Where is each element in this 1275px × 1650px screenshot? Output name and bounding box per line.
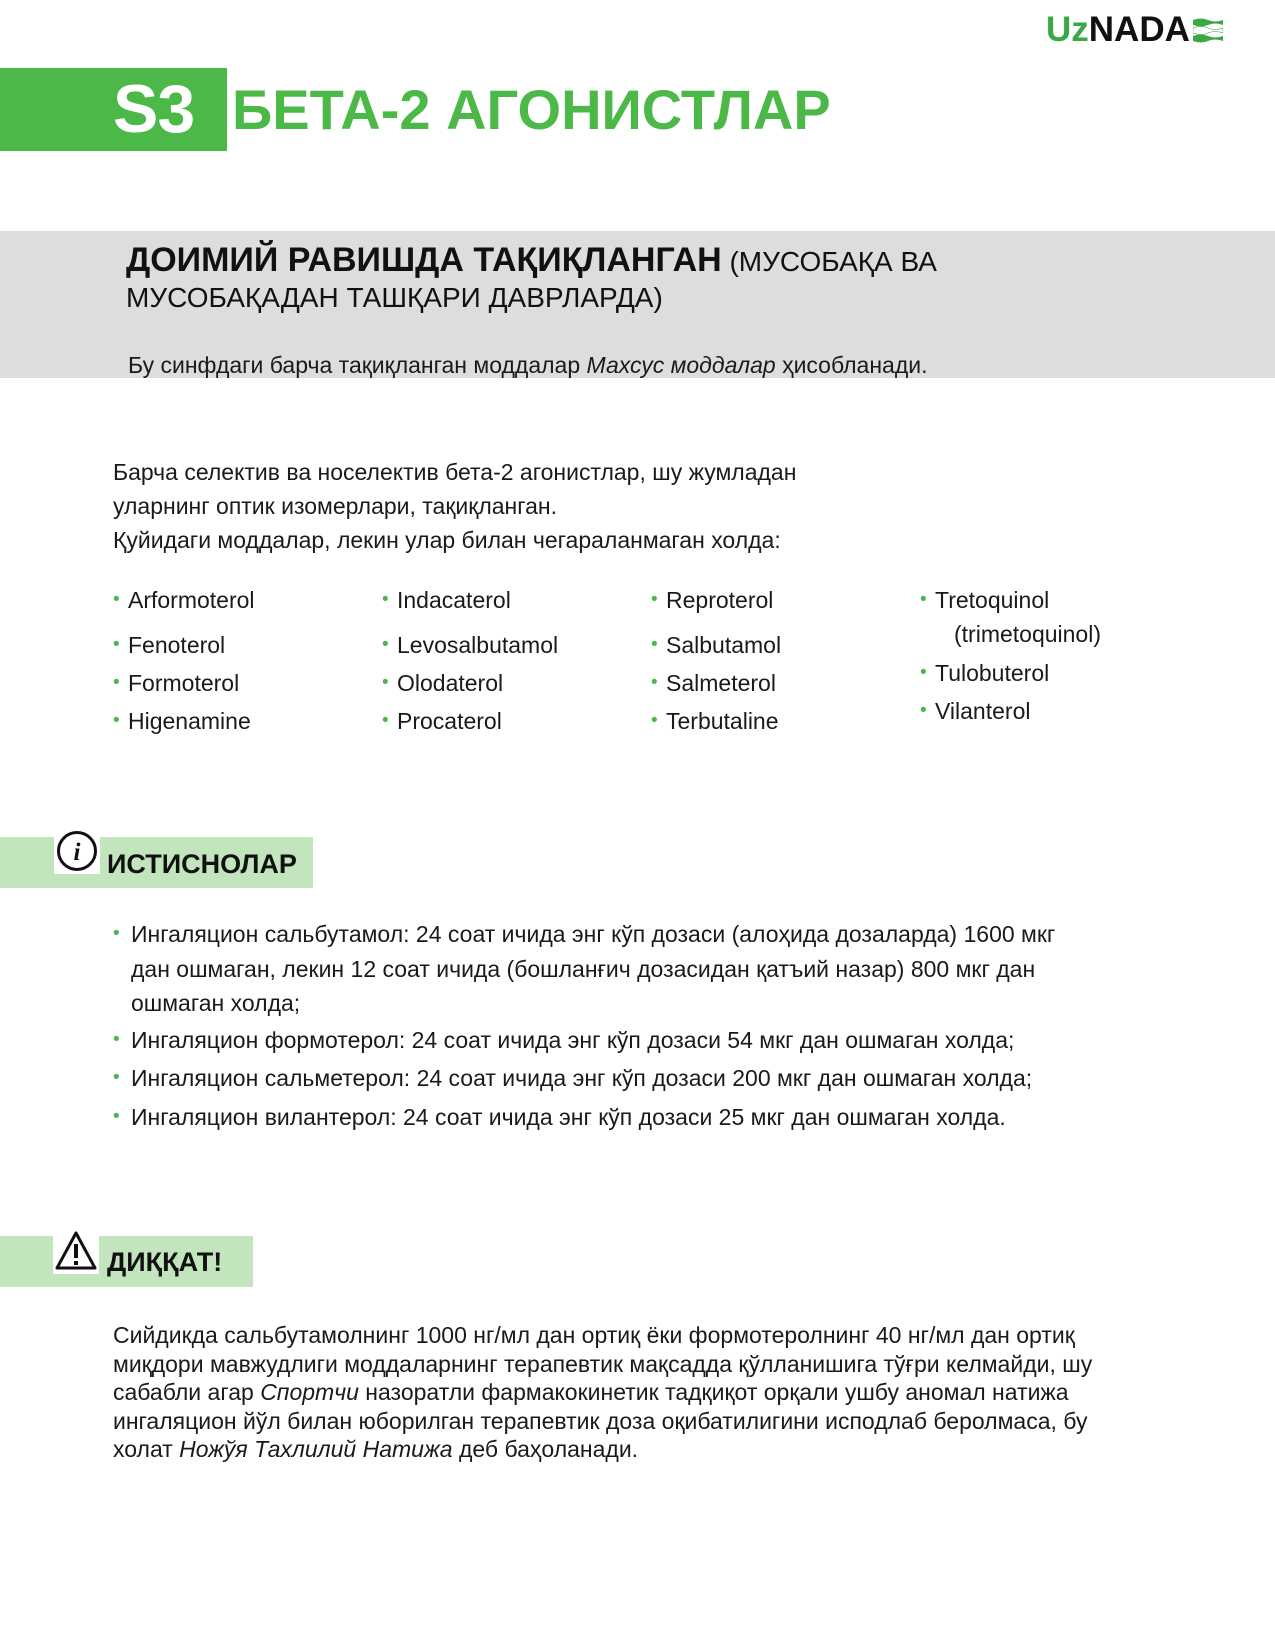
substance-column-2	[382, 583, 558, 740]
substance-item: • Levosalbutamol	[382, 626, 558, 664]
caution-line: миқдори мавжудлиги моддаларнинг терапевтик мақсадда қўлланишига тўғри келмайди, шу	[113, 1350, 1093, 1377]
prohibited-status-rest-2: МУСОБАҚАДАН ТАШҚАРИ ДАВРЛАРДА)	[126, 282, 663, 313]
svg-text:i: i	[73, 839, 81, 866]
substance-item: • Vilanterol	[920, 692, 1101, 730]
caution-paragraph	[113, 1321, 1193, 1464]
uznada-logo	[1046, 12, 1223, 48]
caution-text: холат	[113, 1436, 180, 1462]
logo-nada-text: NADA	[1088, 10, 1190, 49]
exceptions-list	[113, 917, 1153, 1136]
substance-item	[920, 583, 1101, 651]
note-text-before: Бу синфдаги барча тақиқланган моддалар	[128, 352, 587, 378]
prohibited-status	[126, 242, 1106, 316]
substance-item: • Terbutaline	[651, 702, 781, 740]
substance-item: • Olodaterol	[382, 664, 558, 702]
exception-line: • Ингаляцион сальбутамол: 24 соат ичида энг кўп дозаси (алоҳида дозаларда) 1600 мкг	[131, 921, 1056, 947]
page-title: БЕТА-2 АГОНИСТЛАР	[232, 78, 831, 141]
logo-flag-icon	[1193, 17, 1223, 43]
substance-item: • Procaterol	[382, 702, 558, 740]
caution-line: ингаляцион йўл билан юборилган терапевтик доза оқибатилигини исподлаб беролмаса, бу	[113, 1407, 1088, 1434]
info-icon	[54, 828, 100, 874]
substance-item: • Higenamine	[113, 702, 255, 740]
note-text-italic: Махсус моддалар	[586, 352, 776, 378]
exception-item	[113, 917, 1153, 1021]
substance-item: • Indacaterol	[382, 583, 558, 617]
exception-item: • Ингаляцион вилантерол: 24 соат ичида энг кўп дозаси 25 мкг дан ошмаган холда.	[113, 1098, 1153, 1137]
class-code: S3	[113, 71, 195, 147]
exception-line: ошмаган холда;	[131, 990, 301, 1016]
substance-item: • Formoterol	[113, 664, 255, 702]
substance-item: • Salmeterol	[651, 664, 781, 702]
exception-item: • Ингаляцион сальметерол: 24 соат ичида энг кўп дозаси 200 мкг дан ошмаган холда;	[113, 1059, 1153, 1098]
logo-uz-text: Uz	[1046, 10, 1089, 49]
warning-icon	[53, 1228, 99, 1274]
caution-line	[113, 1378, 1193, 1407]
substance-item: • Fenoterol	[113, 626, 255, 664]
prohibited-status-rest-1: (МУСОБАҚА ВА	[729, 246, 937, 277]
substance-name: Tretoquinol	[935, 587, 1050, 613]
caution-heading: ДИҚҚАТ!	[107, 1247, 223, 1277]
info-icon-graphic	[56, 830, 98, 872]
substance-alt-name: (trimetoquinol)	[954, 621, 1101, 647]
prohibited-status-bold: ДОИМИЙ РАВИШДА ТАҚИҚЛАНГАН	[126, 241, 722, 279]
intro-line: Қуйидаги моддалар, лекин улар билан чегараланмаган холда:	[113, 527, 781, 553]
caution-line: Сийдикда сальбутамолнинг 1000 нг/мл дан ортиқ ёки формотеролнинг 40 нг/мл дан ортиқ	[113, 1322, 1075, 1348]
specified-substances-note	[128, 348, 927, 382]
substance-column-1	[113, 583, 255, 740]
substance-column-3	[651, 583, 781, 740]
caution-text: назоратли фармакокинетик тадқиқот орқали ушбу аномал натижа	[358, 1379, 1069, 1405]
athlete-term: Спортчи	[260, 1379, 359, 1405]
caution-text: деб баҳоланади.	[452, 1436, 639, 1462]
substance-item: • Arformoterol	[113, 583, 255, 617]
caution-text: сабабли агар	[113, 1379, 261, 1405]
substance-item: • Salbutamol	[651, 626, 781, 664]
exception-item: • Ингаляцион формотерол: 24 соат ичида энг кўп дозаси 54 мкг дан ошмаган холда;	[113, 1021, 1153, 1060]
exception-line: дан ошмаган, лекин 12 соат ичида (бошланғич дозасидан қатъий назар) 800 мкг дан	[131, 955, 1036, 982]
intro-line: Барча селектив ва носелектив бета-2 агонистлар, шу жумладан	[113, 459, 797, 485]
substance-column-4	[920, 583, 1101, 730]
caution-line	[113, 1435, 1193, 1464]
substance-item: • Tulobuterol	[920, 654, 1101, 692]
exceptions-heading: ИСТИСНОЛАР	[107, 849, 297, 879]
aaf-term: Ножўя Тахлилий Натижа	[179, 1436, 453, 1462]
warning-icon-graphic	[54, 1230, 98, 1272]
intro-paragraph	[113, 455, 796, 557]
note-text-after: ҳисобланади.	[775, 352, 928, 378]
intro-line: уларнинг оптик изомерлари, тақиқланган.	[113, 493, 557, 519]
substance-item: • Reproterol	[651, 583, 781, 617]
